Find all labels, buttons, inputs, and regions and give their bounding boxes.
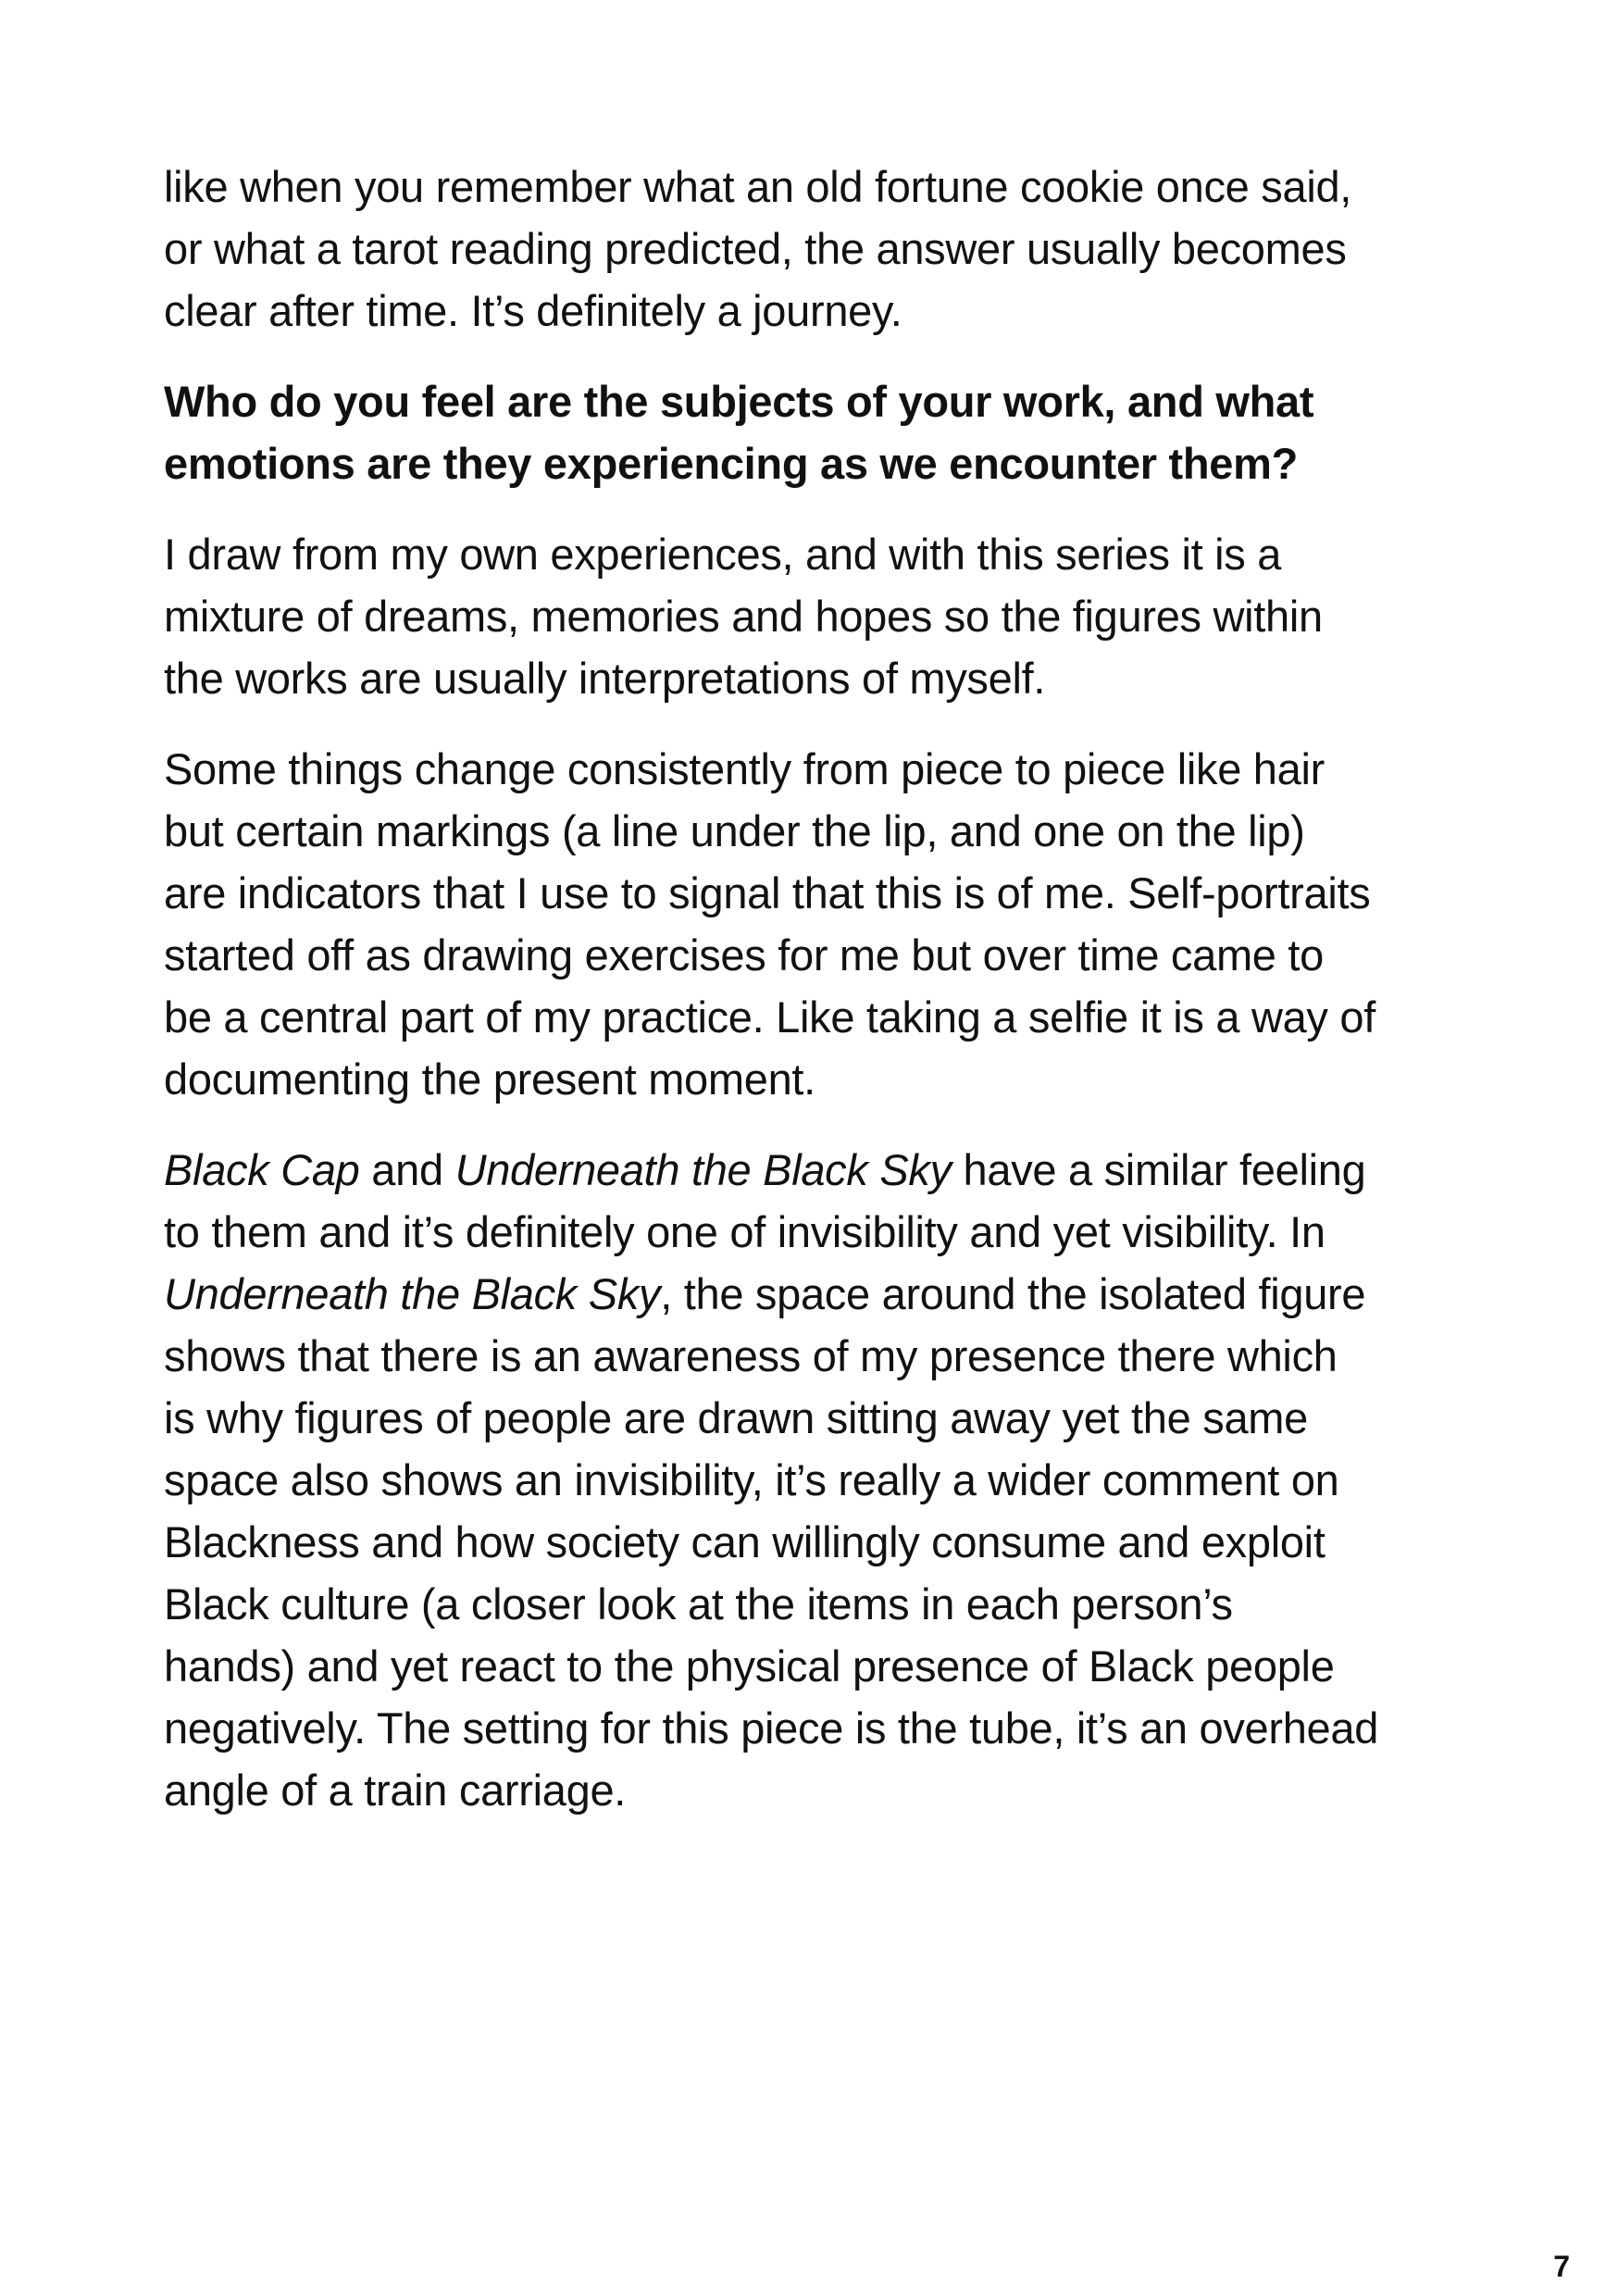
text-line: shows that there is an awareness of my presence there which [164,1331,1338,1380]
text-line: like when you remember what an old fortune cookie once said, [164,162,1352,211]
text-line: but certain markings (a line under the lip, and one on the lip) [164,806,1305,855]
paragraph-black-sky [164,1139,1469,1821]
interview-question [164,370,1469,494]
text-line: mixture of dreams, memories and hopes so the figures within [164,592,1323,641]
question-line: emotions are they experiencing as we encounter them? [164,439,1299,488]
paragraph-gap [164,1110,1469,1139]
text-run: , the space around the isolated figure [660,1269,1366,1318]
text-line: started off as drawing exercises for me but over time came to [164,930,1324,980]
text-line [164,1263,1469,1325]
page-number: 7 [1553,2250,1570,2283]
text-column [164,156,1469,1821]
text-run: and [359,1145,455,1194]
text-line: the works are usually interpretations of myself. [164,654,1046,703]
artwork-title: Underneath the Black Sky [164,1269,661,1318]
text-line: clear after time. It’s definitely a journey. [164,286,902,335]
text-line [164,1139,1469,1201]
text-line: Blackness and how society can willingly consume and exploit [164,1517,1326,1566]
text-line: I draw from my own experiences, and with this series it is a [164,530,1282,579]
paragraph-gap [164,709,1469,738]
artwork-title: Black Cap [164,1145,360,1194]
artwork-title: Underneath the Black Sky [454,1145,952,1194]
paragraph-gap [164,342,1469,370]
text-line: or what a tarot reading predicted, the answer usually becomes [164,224,1347,273]
text-line: is why figures of people are drawn sitting away yet the same [164,1393,1308,1442]
text-line: Black culture (a closer look at the items in each person’s [164,1579,1233,1628]
paragraph-experiences [164,523,1469,709]
question-line: Who do you feel are the subjects of your work, and what [164,377,1314,426]
text-line: to them and it’s definitely one of invisibility and yet visibility. In [164,1207,1326,1256]
text-line: documenting the present moment. [164,1054,815,1104]
paragraph-intro [164,156,1469,342]
text-line: Some things change consistently from piece to piece like hair [164,744,1325,793]
text-run: have a similar feeling [951,1145,1366,1194]
text-line: hands) and yet react to the physical presence of Black people [164,1641,1335,1691]
text-line: angle of a train carriage. [164,1766,627,1815]
text-line: space also shows an invisibility, it’s really a wider comment on [164,1455,1339,1504]
paragraph-markings [164,738,1469,1110]
text-line: negatively. The setting for this piece is the tube, it’s an overhead [164,1703,1379,1753]
text-line: be a central part of my practice. Like taking a selfie it is a way of [164,992,1375,1042]
paragraph-gap [164,494,1469,523]
text-line: are indicators that I use to signal that this is of me. Self-portraits [164,868,1371,917]
